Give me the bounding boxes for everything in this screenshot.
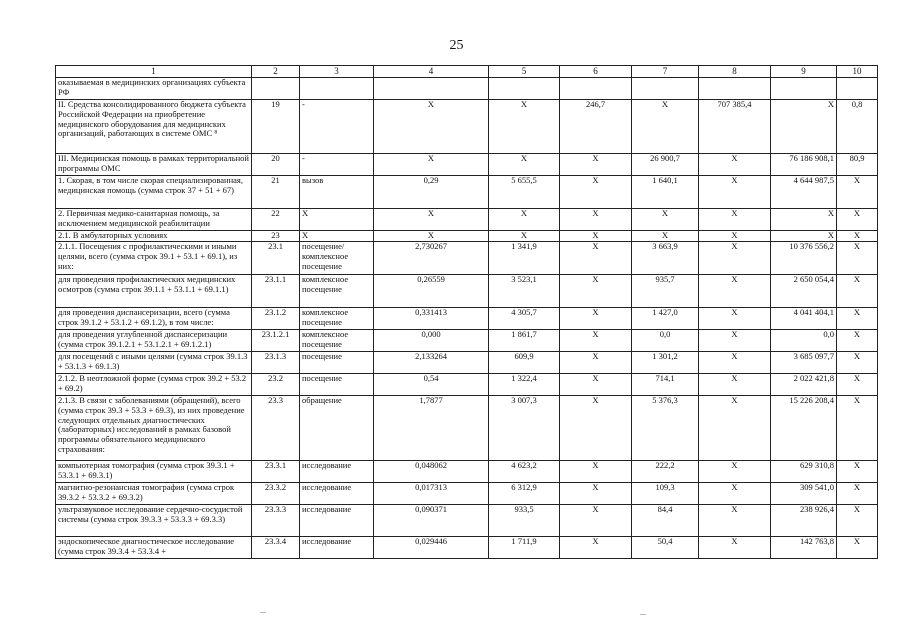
table-cell-col2: 23.3.2 <box>252 483 300 505</box>
table-cell-col9: 2 022 421,8 <box>771 374 837 396</box>
table-cell-col8: X <box>699 176 771 209</box>
table-row <box>56 242 878 275</box>
table-row <box>56 374 878 396</box>
table-cell-col3: комплексное посещение <box>300 308 374 330</box>
table-cell-col9: X <box>771 100 837 154</box>
table-cell-col8 <box>699 78 771 100</box>
table-cell-col7: 50,4 <box>632 537 699 559</box>
table-cell-col8: X <box>699 483 771 505</box>
table-cell-col2: 23.1.1 <box>252 275 300 308</box>
column-header: 7 <box>632 66 699 78</box>
table-cell-col4: X <box>374 100 489 154</box>
table-cell-col2: 23 <box>252 231 300 242</box>
table-cell-col3: X <box>300 231 374 242</box>
table-cell-col8: X <box>699 505 771 537</box>
table-cell-col8: X <box>699 242 771 275</box>
table-cell-col5: X <box>489 154 560 176</box>
table-cell-col9: 629 310,8 <box>771 461 837 483</box>
table-cell-col8: X <box>699 209 771 231</box>
table-cell-col2: 23.1.3 <box>252 352 300 374</box>
table-cell-col3: исследование <box>300 537 374 559</box>
column-header: 8 <box>699 66 771 78</box>
table-cell-col2: 23.3 <box>252 396 300 461</box>
table-cell-col2 <box>252 78 300 100</box>
table-row <box>56 154 878 176</box>
table-cell-col1: 2.1.3. В связи с заболеваниями (обращений), всего (сумма строк 39.3 + 53.3 + 69.3), из них проведение следующих отдельных диагностических (лабораторных) исследований в рамках базовой программы обязательного медицинского страхования: <box>56 396 252 461</box>
table-cell-col6: X <box>560 330 632 352</box>
table-row <box>56 537 878 559</box>
table-cell-col1: II. Средства консолидированного бюджета субъекта Российской Федерации на приобретение медицинского оборудования для медицинских организаций, работающих в системе ОМС ⁸ <box>56 100 252 154</box>
table-cell-col4: 0,000 <box>374 330 489 352</box>
table-cell-col10: X <box>837 275 878 308</box>
table-cell-col2: 20 <box>252 154 300 176</box>
table-cell-col2: 23.3.3 <box>252 505 300 537</box>
table-cell-col4: 0,090371 <box>374 505 489 537</box>
table-cell-col9: 4 041 404,1 <box>771 308 837 330</box>
table-cell-col7: 1 640,1 <box>632 176 699 209</box>
table-cell-col6 <box>560 78 632 100</box>
table-cell-col4: 0,029446 <box>374 537 489 559</box>
table-row <box>56 330 878 352</box>
table-cell-col2: 19 <box>252 100 300 154</box>
table-cell-col5: 5 655,5 <box>489 176 560 209</box>
table-cell-col6: X <box>560 505 632 537</box>
table-cell-col5: X <box>489 209 560 231</box>
table-cell-col3: исследование <box>300 505 374 537</box>
table-cell-col9: X <box>771 209 837 231</box>
table-cell-col3: обращение <box>300 396 374 461</box>
table-cell-col3: исследование <box>300 483 374 505</box>
table-cell-col7: 935,7 <box>632 275 699 308</box>
table-cell-col3: комплексное посещение <box>300 275 374 308</box>
table-cell-col7: 84,4 <box>632 505 699 537</box>
table-row <box>56 231 878 242</box>
table-cell-col5: 3 007,3 <box>489 396 560 461</box>
table-cell-col2: 23.2 <box>252 374 300 396</box>
table-cell-col6: X <box>560 242 632 275</box>
data-table <box>55 65 878 559</box>
table-cell-col6: X <box>560 154 632 176</box>
table-cell-col9 <box>771 78 837 100</box>
table-cell-col8: X <box>699 231 771 242</box>
table-row <box>56 275 878 308</box>
table-cell-col5: 1 711,9 <box>489 537 560 559</box>
table-cell-col6: X <box>560 275 632 308</box>
table-cell-col4: 2,730267 <box>374 242 489 275</box>
table-cell-col3: вызов <box>300 176 374 209</box>
table-cell-col8: X <box>699 374 771 396</box>
table-cell-col1: для проведения углубленной диспансеризации (сумма строк 39.1.2.1 + 53.1.2.1 + 69.1.2.1) <box>56 330 252 352</box>
table-cell-col6: 246,7 <box>560 100 632 154</box>
table-cell-col7: 714,1 <box>632 374 699 396</box>
table-cell-col10 <box>837 78 878 100</box>
table-row <box>56 78 878 100</box>
table-cell-col8: X <box>699 330 771 352</box>
table-cell-col5: 3 523,1 <box>489 275 560 308</box>
table-row <box>56 461 878 483</box>
table-cell-col4: X <box>374 209 489 231</box>
table-cell-col1: компьютерная томография (сумма строк 39.3.1 + 53.3.1 + 69.3.1) <box>56 461 252 483</box>
table-cell-col10: X <box>837 209 878 231</box>
table-cell-col10: X <box>837 374 878 396</box>
table-cell-col6: X <box>560 308 632 330</box>
table-cell-col5: X <box>489 100 560 154</box>
table-cell-col5: 1 341,9 <box>489 242 560 275</box>
table-cell-col1: III. Медицинская помощь в рамках территориальной программы ОМС <box>56 154 252 176</box>
table-row <box>56 308 878 330</box>
table-cell-col10: X <box>837 330 878 352</box>
table-cell-col10: X <box>837 176 878 209</box>
table-cell-col8: X <box>699 308 771 330</box>
table-cell-col5: 4 305,7 <box>489 308 560 330</box>
column-header: 1 <box>56 66 252 78</box>
table-row <box>56 352 878 374</box>
table-cell-col6: X <box>560 176 632 209</box>
table-cell-col3 <box>300 78 374 100</box>
table-cell-col7: 1 301,2 <box>632 352 699 374</box>
table-cell-col10: X <box>837 231 878 242</box>
table-cell-col9: 0,0 <box>771 330 837 352</box>
table-cell-col2: 23.1 <box>252 242 300 275</box>
table-cell-col10: X <box>837 308 878 330</box>
table-cell-col3: - <box>300 100 374 154</box>
table-cell-col2: 23.1.2.1 <box>252 330 300 352</box>
table-cell-col7: 222,2 <box>632 461 699 483</box>
table-cell-col1: для проведения диспансеризации, всего (сумма строк 39.1.2 + 53.1.2 + 69.1.2), в том числе: <box>56 308 252 330</box>
table-cell-col6: X <box>560 231 632 242</box>
table-cell-col8: 707 385,4 <box>699 100 771 154</box>
table-cell-col8: X <box>699 461 771 483</box>
column-header: 6 <box>560 66 632 78</box>
column-header: 3 <box>300 66 374 78</box>
table-cell-col2: 21 <box>252 176 300 209</box>
table-cell-col5: 1 861,7 <box>489 330 560 352</box>
table-cell-col4 <box>374 78 489 100</box>
column-header: 4 <box>374 66 489 78</box>
column-number-row <box>56 66 878 78</box>
table-cell-col9: 3 685 097,7 <box>771 352 837 374</box>
table-cell-col10: X <box>837 461 878 483</box>
table-cell-col6: X <box>560 537 632 559</box>
table-cell-col3: исследование <box>300 461 374 483</box>
table-cell-col6: X <box>560 209 632 231</box>
table-cell-col5: 609,9 <box>489 352 560 374</box>
table-cell-col1: эндоскопическое диагностическое исследование (сумма строк 39.3.4 + 53.3.4 + <box>56 537 252 559</box>
table-cell-col1: 1. Скорая, в том числе скорая специализированная, медицинская помощь (сумма строк 37 + 51 + 67) <box>56 176 252 209</box>
table-cell-col2: 23.3.1 <box>252 461 300 483</box>
table-cell-col8: X <box>699 275 771 308</box>
table-cell-col4: 0,26559 <box>374 275 489 308</box>
table-row <box>56 100 878 154</box>
table-cell-col8: X <box>699 537 771 559</box>
table-cell-col8: X <box>699 352 771 374</box>
column-header: 10 <box>837 66 878 78</box>
table-cell-col2: 23.3.4 <box>252 537 300 559</box>
table-cell-col7 <box>632 78 699 100</box>
table-cell-col9: 4 644 987,5 <box>771 176 837 209</box>
table-cell-col4: 0,017313 <box>374 483 489 505</box>
table-cell-col3: комплексное посещение <box>300 330 374 352</box>
table-cell-col4: 0,331413 <box>374 308 489 330</box>
table-cell-col7: 109,3 <box>632 483 699 505</box>
table-cell-col6: X <box>560 483 632 505</box>
table-cell-col7: X <box>632 100 699 154</box>
table-cell-col3: посещение <box>300 352 374 374</box>
table-cell-col1: для посещений с иными целями (сумма строк 39.1.3 + 53.1.3 + 69.1.3) <box>56 352 252 374</box>
table-cell-col8: X <box>699 154 771 176</box>
table-cell-col4: 0,54 <box>374 374 489 396</box>
table-cell-col10: X <box>837 242 878 275</box>
table-cell-col6: X <box>560 352 632 374</box>
table-cell-col4: 2,133264 <box>374 352 489 374</box>
table-cell-col7: 3 663,9 <box>632 242 699 275</box>
table-row <box>56 505 878 537</box>
table-cell-col1: магнитно-резонансная томография (сумма строк 39.3.2 + 53.3.2 + 69.3.2) <box>56 483 252 505</box>
table-cell-col9: 15 226 208,4 <box>771 396 837 461</box>
table-cell-col6: X <box>560 374 632 396</box>
column-header: 9 <box>771 66 837 78</box>
table-cell-col7: 1 427,0 <box>632 308 699 330</box>
table-cell-col9: 76 186 908,1 <box>771 154 837 176</box>
table-cell-col8: X <box>699 396 771 461</box>
table-cell-col5: 6 312,9 <box>489 483 560 505</box>
table-cell-col9: X <box>771 231 837 242</box>
table-cell-col6: X <box>560 461 632 483</box>
table-cell-col9: 2 650 054,4 <box>771 275 837 308</box>
table-cell-col7: 5 376,3 <box>632 396 699 461</box>
table-cell-col7: 26 900,7 <box>632 154 699 176</box>
table-cell-col7: 0,0 <box>632 330 699 352</box>
table-cell-col5: X <box>489 231 560 242</box>
table-cell-col1: 2.1.1. Посещения с профилактическими и иными целями, всего (сумма строк 39.1 + 53.1 + 69.1), из них: <box>56 242 252 275</box>
table-cell-col7: X <box>632 209 699 231</box>
table-cell-col4: 0,048062 <box>374 461 489 483</box>
table-cell-col9: 309 541,0 <box>771 483 837 505</box>
table-cell-col9: 10 376 556,2 <box>771 242 837 275</box>
table-cell-col1: 2.1.2. В неотложной форме (сумма строк 39.2 + 53.2 + 69.2) <box>56 374 252 396</box>
table-cell-col4: 0,29 <box>374 176 489 209</box>
table-row <box>56 396 878 461</box>
table-row <box>56 176 878 209</box>
table-cell-col4: X <box>374 154 489 176</box>
table-cell-col4: X <box>374 231 489 242</box>
table-cell-col1: ультразвуковое исследование сердечно-сосудистой системы (сумма строк 39.3.3 + 53.3.3 + 69.3.3) <box>56 505 252 537</box>
column-header: 2 <box>252 66 300 78</box>
table-cell-col10: X <box>837 483 878 505</box>
table-cell-col3: посещение/ комплексное посещение <box>300 242 374 275</box>
table-cell-col1: оказываемая в медицинских организациях субъекта РФ <box>56 78 252 100</box>
table-cell-col1: 2.1. В амбулаторных условиях <box>56 231 252 242</box>
table-cell-col2: 22 <box>252 209 300 231</box>
page-number: 25 <box>449 38 464 53</box>
table-cell-col5: 4 623,2 <box>489 461 560 483</box>
table-cell-col5: 1 322,4 <box>489 374 560 396</box>
table-cell-col3: - <box>300 154 374 176</box>
table-cell-col4: 1,7877 <box>374 396 489 461</box>
table-cell-col10: 80,9 <box>837 154 878 176</box>
table-cell-col7: X <box>632 231 699 242</box>
table-cell-col3: X <box>300 209 374 231</box>
table-cell-col10: X <box>837 396 878 461</box>
table-cell-col5 <box>489 78 560 100</box>
table-cell-col10: X <box>837 505 878 537</box>
table-row <box>56 483 878 505</box>
table-cell-col1: 2. Первичная медико-санитарная помощь, за исключением медицинской реабилитации <box>56 209 252 231</box>
column-header: 5 <box>489 66 560 78</box>
table-row <box>56 209 878 231</box>
table-cell-col10: X <box>837 537 878 559</box>
table-cell-col10: X <box>837 352 878 374</box>
table-cell-col10: 0,8 <box>837 100 878 154</box>
table-cell-col3: посещение <box>300 374 374 396</box>
table-cell-col5: 933,5 <box>489 505 560 537</box>
table-cell-col6: X <box>560 396 632 461</box>
table-cell-col2: 23.1.2 <box>252 308 300 330</box>
table-cell-col1: для проведения профилактических медицинских осмотров (сумма строк 39.1.1 + 53.1.1 + 69.1.1) <box>56 275 252 308</box>
table-cell-col9: 142 763,8 <box>771 537 837 559</box>
table-cell-col9: 238 926,4 <box>771 505 837 537</box>
